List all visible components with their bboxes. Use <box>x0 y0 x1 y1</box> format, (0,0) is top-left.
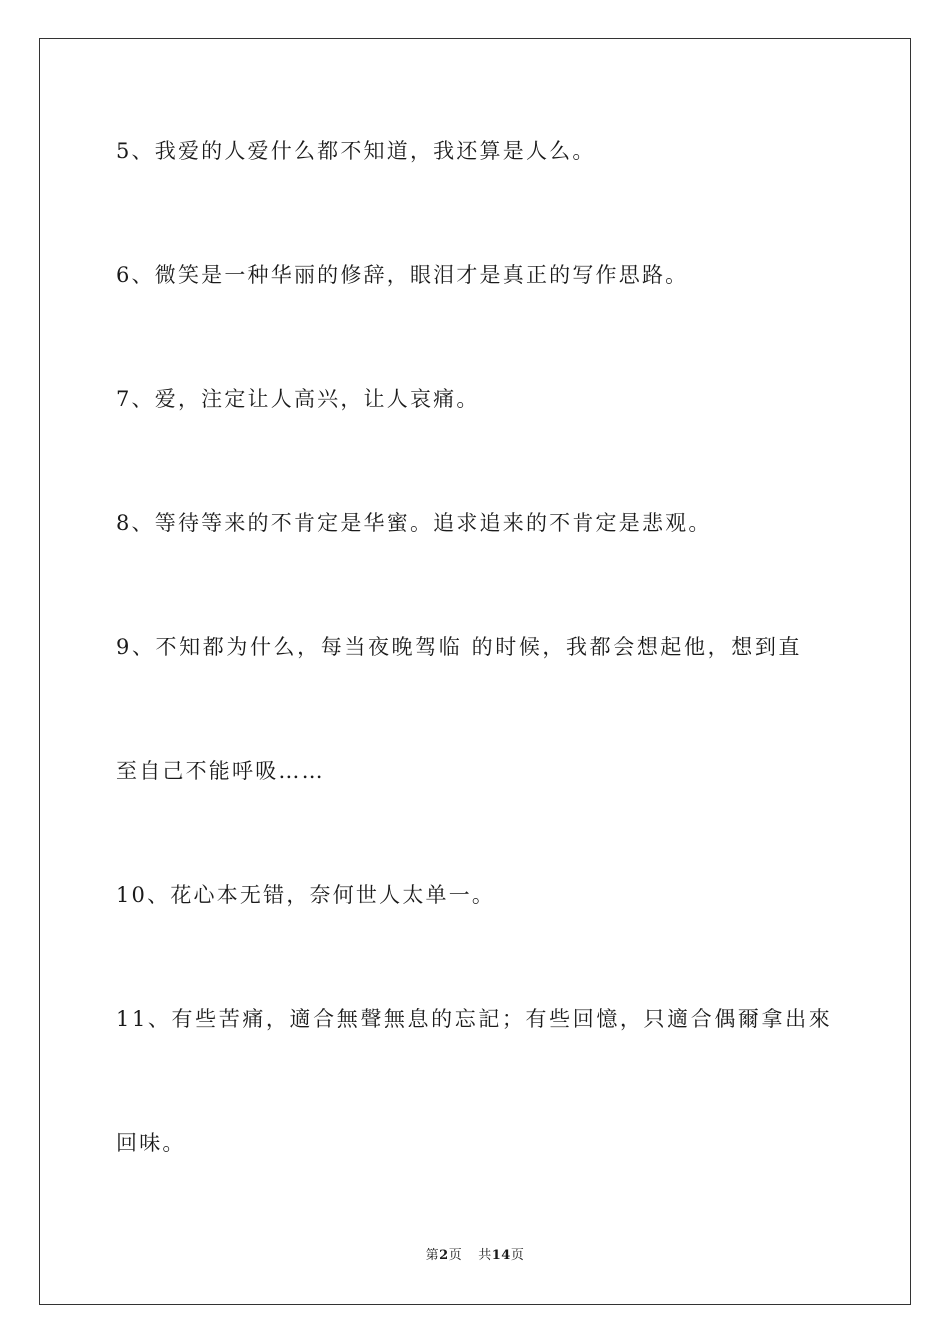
text-line-5: 5、我爱的人爱什么都不知道，我还算是人么。 <box>116 139 596 163</box>
text-line-10: 10、花心本无错，奈何世人太单一。 <box>116 883 496 907</box>
page-prefix: 第 <box>425 1248 440 1263</box>
text-line-9: 9、不知都为什么，每当夜晚驾临 的时候，我都会想起他，想到直 <box>116 635 803 659</box>
text-line-8: 8、等待等来的不肯定是华蜜。追求追来的不肯定是悲观。 <box>116 511 712 535</box>
current-page-number: 2 <box>439 1248 449 1263</box>
text-line-11: 11、有些苦痛，適合無聲無息的忘記；有些回憶，只適合偶爾拿出來 <box>116 1007 833 1031</box>
text-line-6: 6、微笑是一种华丽的修辞，眼泪才是真正的写作思路。 <box>116 263 689 287</box>
total-page-count: 14 <box>491 1248 511 1263</box>
page-border <box>39 38 911 1305</box>
text-line-9-continued: 至自己不能呼吸…… <box>116 759 325 783</box>
page-footer <box>0 1248 950 1264</box>
total-prefix: 共 <box>478 1248 492 1263</box>
text-line-7: 7、爱，注定让人高兴，让人哀痛。 <box>116 387 480 411</box>
page-suffix: 页 <box>448 1248 463 1263</box>
text-line-11-continued: 回味。 <box>116 1131 186 1155</box>
total-suffix: 页 <box>510 1248 525 1263</box>
